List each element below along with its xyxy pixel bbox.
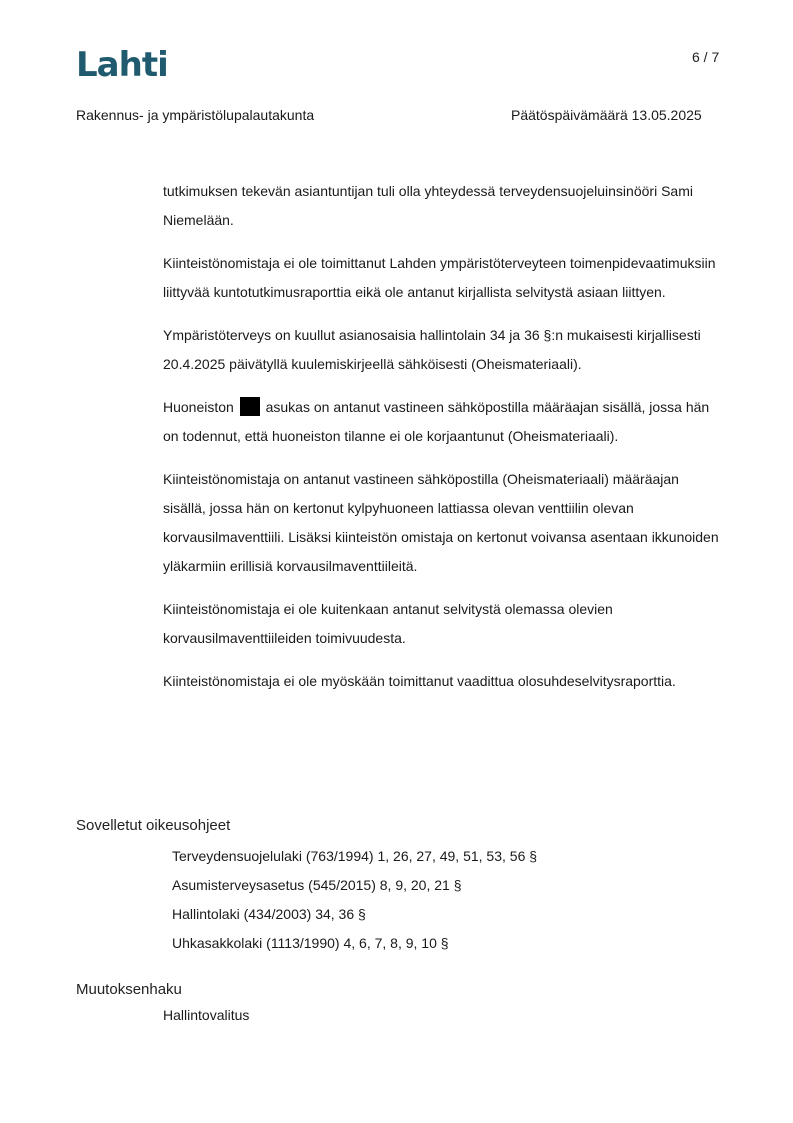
law-item: Terveydensuojelulaki (763/1994) 1, 26, 27, 49, 51, 53, 56 §	[172, 848, 538, 864]
appeal-heading: Muutoksenhaku	[76, 981, 182, 998]
paragraph: Kiinteistönomistaja ei ole toimittanut Lahden ympäristöterveyteen toimenpidevaatimuksiin liittyvää kuntotutkimusraporttia eikä ole antanut kirjallista selvitystä asiaan liittyen.	[163, 255, 716, 300]
paragraph-text: asukas on antanut vastineen sähköpostilla määräajan sisällä, jossa hän on todennut, että huoneiston tilanne ei ole korjaantunut (Oheismateriaali).	[163, 399, 710, 444]
paragraph: Kiinteistönomistaja on antanut vastineen sähköpostilla (Oheismateriaali) määräajan sisällä, jossa hän on kertonut kylpyhuoneen lattiassa olevan venttiilin olevan korvausilmaventtiili. Lisäksi kiinteistön omistaja on kertonut voivansa asentaan ikkunoiden yläkarmiin erillisiä korvausilmaventtiileitä.	[163, 471, 719, 574]
page-number: 6 / 7	[692, 49, 720, 65]
paragraph: Kiinteistönomistaja ei ole myöskään toimittanut vaadittua olosuhdeselvitysraporttia.	[163, 673, 676, 689]
paragraph: Kiinteistönomistaja ei ole kuitenkaan antanut selvitystä olemassa olevien korvausilmaventtiileiden toimivuudesta.	[163, 601, 613, 646]
organization-name: Rakennus- ja ympäristölupalautakunta	[76, 107, 315, 123]
law-item: Asumisterveysasetus (545/2015) 8, 9, 20, 21 §	[172, 877, 462, 893]
redacted-block	[240, 397, 260, 416]
decision-date: Päätöspäivämäärä 13.05.2025	[511, 107, 702, 123]
document-body	[163, 177, 723, 710]
appeal-value: Hallintovalitus	[163, 1007, 250, 1023]
lahti-logo: Lahti	[76, 45, 168, 85]
laws-list	[172, 842, 537, 958]
paragraph: Ympäristöterveys on kuullut asianosaisia hallintolain 34 ja 36 §:n mukaisesti kirjallisesti 20.4.2025 päivätyllä kuulemiskirjeellä sähköisesti (Oheismateriaali).	[163, 327, 701, 372]
law-item: Uhkasakkolaki (1113/1990) 4, 6, 7, 8, 9, 10 §	[172, 935, 449, 951]
paragraph	[163, 393, 723, 451]
law-item: Hallintolaki (434/2003) 34, 36 §	[172, 906, 366, 922]
laws-heading: Sovelletut oikeusohjeet	[76, 817, 231, 834]
paragraph: tutkimuksen tekevän asiantuntijan tuli olla yhteydessä terveydensuojeluinsinööri Sami Niemelään.	[163, 183, 693, 228]
paragraph-text: Huoneiston	[163, 399, 234, 415]
